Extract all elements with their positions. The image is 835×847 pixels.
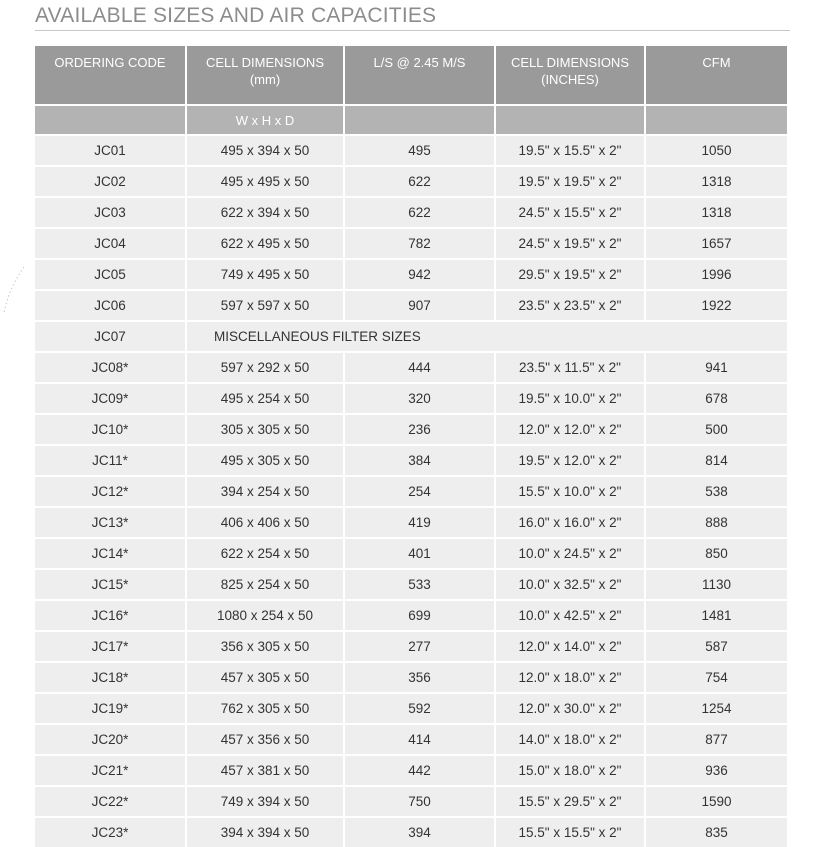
cell-dimensions-inches-cell: 24.5" x 15.5" x 2": [495, 197, 645, 228]
ls-cell: 442: [344, 755, 495, 786]
ordering-code-cell: JC05: [35, 259, 186, 290]
cfm-cell: 941: [645, 352, 787, 383]
cfm-cell: 814: [645, 445, 787, 476]
table-row: [35, 321, 787, 352]
cell-dimensions-inches-cell: 16.0" x 16.0" x 2": [495, 507, 645, 538]
ordering-code-cell: JC21*: [35, 755, 186, 786]
table-row: [35, 383, 787, 414]
table-row: [35, 600, 787, 631]
subheader-cell: [495, 105, 645, 135]
cell-dimensions-inches-cell: 12.0" x 18.0" x 2": [495, 662, 645, 693]
cfm-cell: 500: [645, 414, 787, 445]
ordering-code-cell: JC18*: [35, 662, 186, 693]
cell-dimensions-inches-cell: 19.5" x 10.0" x 2": [495, 383, 645, 414]
col-header-cell-dimensions-inches: CELL DIMENSIONS (INCHES): [495, 46, 645, 105]
cell-dimensions-mm-cell: 597 x 292 x 50: [186, 352, 344, 383]
ls-cell: 356: [344, 662, 495, 693]
ordering-code-cell: JC09*: [35, 383, 186, 414]
cfm-cell: 1254: [645, 693, 787, 724]
table-row: [35, 693, 787, 724]
table-row: [35, 476, 787, 507]
cfm-cell: 1922: [645, 290, 787, 321]
ls-cell: 495: [344, 135, 495, 166]
cfm-cell: 877: [645, 724, 787, 755]
misc-note-cell: MISCELLANEOUS FILTER SIZES: [186, 321, 787, 352]
ls-cell: 942: [344, 259, 495, 290]
subheader-row: [35, 105, 787, 135]
cell-dimensions-inches-cell: 15.0" x 18.0" x 2": [495, 755, 645, 786]
table-row: [35, 290, 787, 321]
cell-dimensions-mm-cell: 406 x 406 x 50: [186, 507, 344, 538]
ordering-code-cell: JC13*: [35, 507, 186, 538]
table-row: [35, 414, 787, 445]
ordering-code-cell: JC10*: [35, 414, 186, 445]
cfm-cell: 538: [645, 476, 787, 507]
ls-cell: 782: [344, 228, 495, 259]
cfm-cell: 587: [645, 631, 787, 662]
cell-dimensions-mm-cell: 457 x 381 x 50: [186, 755, 344, 786]
page-title: AVAILABLE SIZES AND AIR CAPACITIES: [35, 4, 437, 27]
cfm-cell: 936: [645, 755, 787, 786]
cell-dimensions-mm-cell: 495 x 254 x 50: [186, 383, 344, 414]
ordering-code-cell: JC22*: [35, 786, 186, 817]
cell-dimensions-inches-cell: 15.5" x 15.5" x 2": [495, 817, 645, 847]
cfm-cell: 850: [645, 538, 787, 569]
cell-dimensions-inches-cell: 12.0" x 30.0" x 2": [495, 693, 645, 724]
table-row: [35, 724, 787, 755]
ordering-code-cell: JC03: [35, 197, 186, 228]
ls-cell: 750: [344, 786, 495, 817]
cell-dimensions-mm-cell: 457 x 356 x 50: [186, 724, 344, 755]
table-row: [35, 197, 787, 228]
col-header-cfm: CFM: [645, 46, 787, 105]
cell-dimensions-inches-cell: 19.5" x 19.5" x 2": [495, 166, 645, 197]
table-row: [35, 786, 787, 817]
cell-dimensions-mm-cell: 825 x 254 x 50: [186, 569, 344, 600]
cell-dimensions-mm-cell: 305 x 305 x 50: [186, 414, 344, 445]
ordering-code-cell: JC12*: [35, 476, 186, 507]
ordering-code-cell: JC02: [35, 166, 186, 197]
table-row: [35, 166, 787, 197]
cfm-cell: 1050: [645, 135, 787, 166]
ordering-code-cell: JC04: [35, 228, 186, 259]
ls-cell: 414: [344, 724, 495, 755]
ls-cell: 444: [344, 352, 495, 383]
table-row: [35, 507, 787, 538]
ordering-code-cell: JC06: [35, 290, 186, 321]
cfm-cell: 1590: [645, 786, 787, 817]
ls-cell: 592: [344, 693, 495, 724]
cfm-cell: 888: [645, 507, 787, 538]
ordering-code-cell: JC07: [35, 321, 186, 352]
ls-cell: 401: [344, 538, 495, 569]
cell-dimensions-mm-cell: 495 x 495 x 50: [186, 166, 344, 197]
cell-dimensions-mm-cell: 622 x 254 x 50: [186, 538, 344, 569]
ls-cell: 394: [344, 817, 495, 847]
decorative-dotted-arc: [2, 265, 26, 315]
ordering-code-cell: JC17*: [35, 631, 186, 662]
cell-dimensions-inches-cell: 10.0" x 42.5" x 2": [495, 600, 645, 631]
ordering-code-cell: JC15*: [35, 569, 186, 600]
cell-dimensions-inches-cell: 12.0" x 12.0" x 2": [495, 414, 645, 445]
table-row: [35, 538, 787, 569]
cell-dimensions-mm-cell: 356 x 305 x 50: [186, 631, 344, 662]
ordering-code-cell: JC16*: [35, 600, 186, 631]
table-row: [35, 569, 787, 600]
subheader-dimensions-order: W x H x D: [186, 105, 344, 135]
subheader-cell: [35, 105, 186, 135]
cell-dimensions-mm-cell: 762 x 305 x 50: [186, 693, 344, 724]
table-row: [35, 755, 787, 786]
cell-dimensions-inches-cell: 19.5" x 15.5" x 2": [495, 135, 645, 166]
cell-dimensions-mm-cell: 1080 x 254 x 50: [186, 600, 344, 631]
cell-dimensions-inches-cell: 23.5" x 23.5" x 2": [495, 290, 645, 321]
cell-dimensions-inches-cell: 10.0" x 24.5" x 2": [495, 538, 645, 569]
cell-dimensions-inches-cell: 10.0" x 32.5" x 2": [495, 569, 645, 600]
subheader-cell: [344, 105, 495, 135]
ls-cell: 419: [344, 507, 495, 538]
cell-dimensions-mm-cell: 457 x 305 x 50: [186, 662, 344, 693]
cell-dimensions-inches-cell: 15.5" x 29.5" x 2": [495, 786, 645, 817]
table-row: [35, 259, 787, 290]
cell-dimensions-inches-cell: 15.5" x 10.0" x 2": [495, 476, 645, 507]
cell-dimensions-mm-cell: 495 x 394 x 50: [186, 135, 344, 166]
ordering-code-cell: JC14*: [35, 538, 186, 569]
ls-cell: 236: [344, 414, 495, 445]
cfm-cell: 1996: [645, 259, 787, 290]
ordering-code-cell: JC11*: [35, 445, 186, 476]
cfm-cell: 1318: [645, 197, 787, 228]
table-row: [35, 135, 787, 166]
header-row: [35, 46, 787, 105]
col-header-ordering-code: ORDERING CODE: [35, 46, 186, 105]
cell-dimensions-mm-cell: 622 x 495 x 50: [186, 228, 344, 259]
ordering-code-cell: JC08*: [35, 352, 186, 383]
cell-dimensions-inches-cell: 29.5" x 19.5" x 2": [495, 259, 645, 290]
cfm-cell: 754: [645, 662, 787, 693]
ordering-code-cell: JC01: [35, 135, 186, 166]
ls-cell: 622: [344, 197, 495, 228]
ls-cell: 277: [344, 631, 495, 662]
cfm-cell: 1481: [645, 600, 787, 631]
cfm-cell: 835: [645, 817, 787, 847]
cell-dimensions-inches-cell: 12.0" x 14.0" x 2": [495, 631, 645, 662]
ls-cell: 699: [344, 600, 495, 631]
ls-cell: 622: [344, 166, 495, 197]
ordering-code-cell: JC23*: [35, 817, 186, 847]
col-header-cell-dimensions-mm: CELL DIMENSIONS (mm): [186, 46, 344, 105]
ls-cell: 907: [344, 290, 495, 321]
cell-dimensions-mm-cell: 495 x 305 x 50: [186, 445, 344, 476]
cell-dimensions-mm-cell: 394 x 254 x 50: [186, 476, 344, 507]
cfm-cell: 1318: [645, 166, 787, 197]
ls-cell: 533: [344, 569, 495, 600]
title-divider: [35, 30, 790, 31]
sizes-table: [35, 46, 787, 847]
table-row: [35, 352, 787, 383]
cell-dimensions-mm-cell: 749 x 394 x 50: [186, 786, 344, 817]
ls-cell: 320: [344, 383, 495, 414]
cell-dimensions-mm-cell: 622 x 394 x 50: [186, 197, 344, 228]
cell-dimensions-inches-cell: 23.5" x 11.5" x 2": [495, 352, 645, 383]
cell-dimensions-inches-cell: 14.0" x 18.0" x 2": [495, 724, 645, 755]
table-row: [35, 228, 787, 259]
cell-dimensions-mm-cell: 394 x 394 x 50: [186, 817, 344, 847]
cell-dimensions-mm-cell: 749 x 495 x 50: [186, 259, 344, 290]
cfm-cell: 1130: [645, 569, 787, 600]
table-row: [35, 662, 787, 693]
cfm-cell: 678: [645, 383, 787, 414]
ls-cell: 384: [344, 445, 495, 476]
col-header-ls: L/S @ 2.45 M/S: [344, 46, 495, 105]
cell-dimensions-inches-cell: 19.5" x 12.0" x 2": [495, 445, 645, 476]
table-row: [35, 445, 787, 476]
cell-dimensions-mm-cell: 597 x 597 x 50: [186, 290, 344, 321]
table-row: [35, 817, 787, 847]
cell-dimensions-inches-cell: 24.5" x 19.5" x 2": [495, 228, 645, 259]
cfm-cell: 1657: [645, 228, 787, 259]
subheader-cell: [645, 105, 787, 135]
ordering-code-cell: JC20*: [35, 724, 186, 755]
table-row: [35, 631, 787, 662]
ls-cell: 254: [344, 476, 495, 507]
ordering-code-cell: JC19*: [35, 693, 186, 724]
